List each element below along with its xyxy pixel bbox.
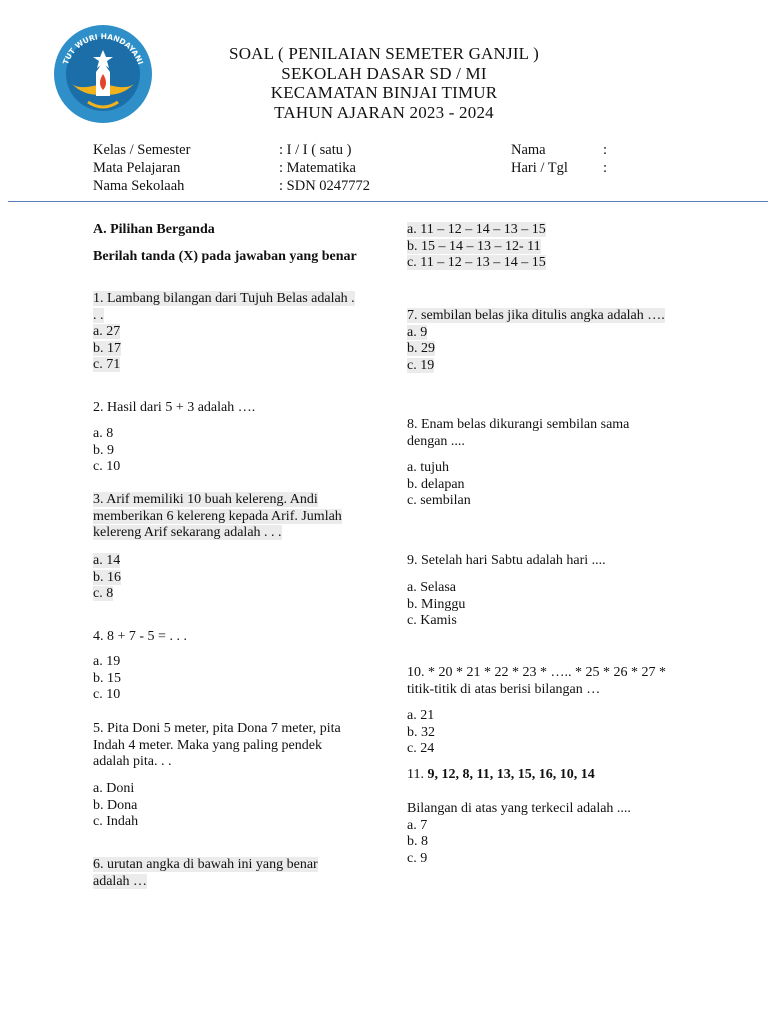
option-a: a. 19 <box>93 654 121 669</box>
question-text: Bilangan di atas yang terkecil adalah .... <box>407 801 631 816</box>
question-9-options <box>407 580 465 630</box>
sekolah-label: Nama Sekolaah <box>93 178 185 194</box>
question-text: 1. Lambang bilangan dari Tujuh Belas adalah . <box>93 291 355 306</box>
question-5 <box>93 721 341 771</box>
question-11-body <box>407 801 631 867</box>
kelas-value: : I / I ( satu ) <box>279 142 352 158</box>
student-values <box>603 141 607 177</box>
question-4-options <box>93 654 121 704</box>
question-text: titik-titik di atas berisi bilangan … <box>407 681 601 697</box>
option-b: b. delapan <box>407 476 465 492</box>
option-b: b. 17 <box>93 340 121 356</box>
option-c: c. 11 – 12 – 13 – 14 – 15 <box>407 255 546 271</box>
option-b: b. 15 – 14 – 13 – 12- 11 <box>407 238 541 254</box>
option-b: b. 9 <box>93 442 114 458</box>
option-b: b. 15 <box>93 670 121 686</box>
question-text: 6. urutan angka di bawah ini yang benar <box>93 857 318 872</box>
option-a: a. 9 <box>407 324 428 340</box>
question-text: 8. Enam belas dikurangi sembilan sama <box>407 417 630 432</box>
option-c: c. sembilan <box>407 493 471 509</box>
option-b: b. Dona <box>93 797 138 813</box>
section-instruction: Berilah tanda (X) pada jawaban yang benar <box>93 249 357 264</box>
question-10 <box>407 665 666 698</box>
question-text: 5. Pita Doni 5 meter, pita Dona 7 meter, pita <box>93 721 341 736</box>
option-b: b. 29 <box>407 341 435 357</box>
number-sequence: 9, 12, 8, 11, 13, 15, 16, 10, 14 <box>427 767 595 782</box>
option-a: a. Selasa <box>407 580 456 595</box>
section-heading: A. Pilihan Berganda <box>93 222 215 237</box>
question-text: 3. Arif memiliki 10 buah kelereng. Andi <box>93 492 318 507</box>
title-line-3: KECAMATAN BINJAI TIMUR <box>270 83 498 102</box>
title-line-1: SOAL ( PENILAIAN SEMETER GANJIL ) <box>229 44 539 63</box>
question-8-options <box>407 460 471 510</box>
question-10-options <box>407 708 435 758</box>
question-text: Indah 4 meter. Maka yang paling pendek <box>93 737 322 753</box>
option-b: b. 8 <box>407 834 428 850</box>
option-a: a. 11 – 12 – 14 – 13 – 15 <box>407 222 546 237</box>
question-text: 10. * 20 * 21 * 22 * 23 * ….. * 25 * 26 * 27 * <box>407 665 666 680</box>
question-number: 11. <box>407 767 424 782</box>
option-a: a. 21 <box>407 708 435 723</box>
option-c: c. 10 <box>93 459 121 475</box>
kelas-label: Kelas / Semester <box>93 142 191 158</box>
question-text: adalah … <box>93 873 148 889</box>
option-a: a. 14 <box>93 553 121 568</box>
question-9 <box>407 553 606 570</box>
nama-label: Nama <box>511 142 546 158</box>
option-c: c. Kamis <box>407 613 457 629</box>
question-text: adalah pita. . . <box>93 754 172 770</box>
question-1 <box>93 291 355 374</box>
option-a: a. tujuh <box>407 460 449 475</box>
option-a: a. 8 <box>93 426 114 441</box>
question-5-options <box>93 781 138 831</box>
mapel-value: : Matematika <box>279 160 356 176</box>
option-c: c. 9 <box>407 850 428 866</box>
option-c: c. 71 <box>93 357 121 373</box>
option-a: a. 7 <box>407 817 428 833</box>
question-text: dengan .... <box>407 433 465 449</box>
question-7 <box>407 308 665 374</box>
title-line-2: SEKOLAH DASAR SD / MI <box>281 63 487 83</box>
question-8 <box>407 417 629 450</box>
question-3-options <box>93 553 121 603</box>
question-6-options <box>407 222 546 272</box>
question-text: 4. 8 + 7 - 5 = . . . <box>93 629 187 644</box>
question-text: 2. Hasil dari 5 + 3 adalah …. <box>93 400 256 415</box>
option-a: a. 27 <box>93 324 121 340</box>
option-c: c. 24 <box>407 741 435 757</box>
tut-wuri-handayani-logo <box>52 24 154 124</box>
identity-values <box>279 141 370 195</box>
option-a: a. Doni <box>93 781 135 796</box>
title-line-4: TAHUN AJARAN 2023 - 2024 <box>274 102 494 122</box>
hari-value: : <box>603 160 608 176</box>
option-b: b. 16 <box>93 569 121 585</box>
option-b: b. 32 <box>407 724 435 740</box>
nama-value: : <box>603 142 608 158</box>
option-c: c. 8 <box>93 586 114 602</box>
question-6 <box>93 857 318 890</box>
question-text: 7. sembilan belas jika ditulis angka adalah …. <box>407 308 665 323</box>
document-title <box>200 44 568 122</box>
student-labels <box>511 141 568 177</box>
question-4 <box>93 629 187 646</box>
question-3 <box>93 492 342 542</box>
sekolah-value: : SDN 0247772 <box>279 178 371 194</box>
identity-labels <box>93 141 190 195</box>
option-c: c. 19 <box>407 357 435 373</box>
hari-label: Hari / Tgl <box>511 160 568 176</box>
question-text: . . <box>93 307 104 323</box>
svg-text:TUT WURI HANDAYANI: TUT WURI HANDAYANI <box>61 31 145 66</box>
question-text: 9. Setelah hari Sabtu adalah hari .... <box>407 553 606 568</box>
option-b: b. Minggu <box>407 596 466 612</box>
question-11 <box>407 767 595 784</box>
option-c: c. 10 <box>93 687 121 703</box>
header-divider <box>8 201 768 202</box>
mapel-label: Mata Pelajaran <box>93 160 181 176</box>
option-c: c. Indah <box>93 814 139 830</box>
question-2 <box>93 400 255 417</box>
question-2-options <box>93 426 120 476</box>
question-text: kelereng Arif sekarang adalah . . . <box>93 525 282 541</box>
question-text: memberikan 6 kelereng kepada Arif. Jumlah <box>93 508 342 524</box>
